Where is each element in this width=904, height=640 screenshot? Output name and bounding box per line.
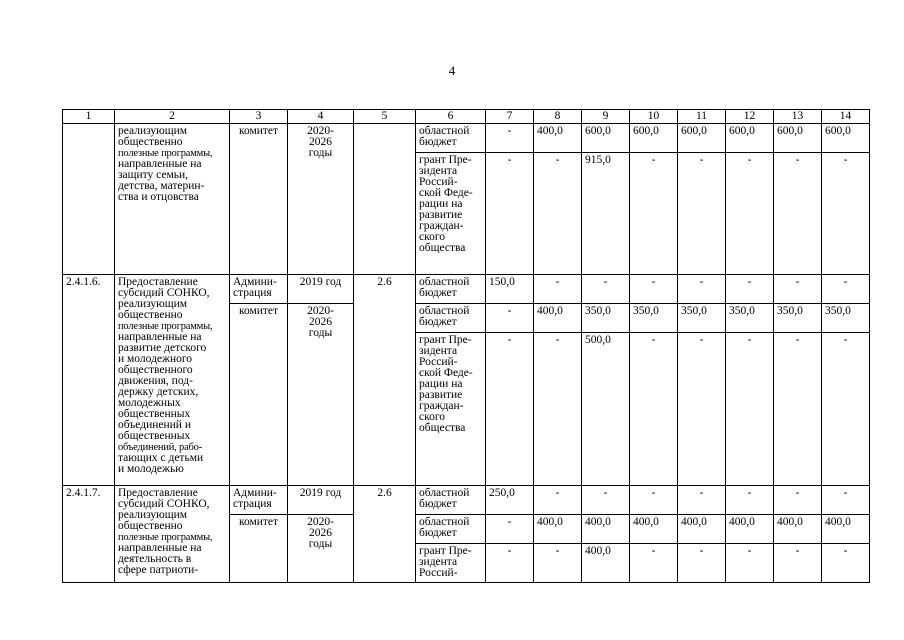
value-cell: 600,0 [822,124,870,153]
funding-source-line: зидента [419,345,458,357]
funding-source-line: областной [419,516,470,528]
value-cell: 400,0 [534,515,582,544]
value-cell: - [822,275,870,304]
funding-source-line: рации на [419,378,463,390]
value-cell: - [630,486,678,515]
executor-line: страция [233,287,272,299]
period-line: 2026 [309,527,332,539]
period-line: годы [308,147,333,159]
funding-source-line: грант Пре- [419,545,472,557]
value-cell: - [486,333,534,486]
funding-source-line: бюджет [419,287,457,299]
funding-source-line: бюджет [419,316,457,328]
value-cell: 600,0 [774,124,822,153]
item-description-line: общественно [118,520,183,532]
funding-source-line: Россий- [419,176,458,188]
value-cell: 400,0 [630,515,678,544]
item-number [63,124,115,275]
value-cell: 400,0 [582,544,630,583]
funding-source-line: ского [419,411,446,423]
funding-source [416,153,486,275]
item-description-line: сфере патриоти- [118,564,199,576]
funding-source-line: грант Пре- [419,334,472,346]
funding-source [416,124,486,153]
col-header: 14 [822,110,870,124]
page-number: 4 [448,63,456,78]
value-cell: - [726,333,774,486]
item-description-line: реализующим [118,298,188,310]
indicator-ref [354,124,416,275]
executor-line: Админи- [233,487,277,499]
funding-source-line: областной [419,487,470,499]
table-row [63,486,870,515]
funding-source-line: Россий- [419,567,458,579]
item-description-line: и молодежного [118,353,193,365]
value-cell: - [678,333,726,486]
item-description-line: общественно [118,136,183,148]
value-cell: 400,0 [534,304,582,333]
table-row [63,124,870,153]
table-row [63,275,870,304]
value-cell: - [486,153,534,275]
value-cell: 150,0 [486,275,534,304]
executor-line: Админи- [233,276,277,288]
funding-source-line: ской Феде- [419,367,473,379]
executor: комитет [230,515,288,583]
executor-line: страция [233,498,272,510]
period: 2019 год [288,275,354,304]
value-cell: - [486,515,534,544]
value-cell: - [726,275,774,304]
col-header: 6 [416,110,486,124]
funding-source-line: ской Феде- [419,187,473,199]
value-cell: 600,0 [582,124,630,153]
funding-source-line: зидента [419,556,458,568]
value-cell: 400,0 [774,515,822,544]
value-cell: 350,0 [630,304,678,333]
value-cell: 350,0 [582,304,630,333]
item-description-line: держку детских, [118,386,199,398]
item-description-line: тающих с детьми [118,452,204,464]
item-description-line: детства, материн- [118,180,205,192]
value-cell: - [534,275,582,304]
value-cell: - [774,486,822,515]
item-description-line: направленные на [118,542,202,554]
value-cell: 350,0 [822,304,870,333]
col-header: 9 [582,110,630,124]
item-description-line: молодежных [118,397,181,409]
item-description-line: общественных [118,430,191,442]
funding-source-line: Россий- [419,356,458,368]
funding-source-line: бюджет [419,136,457,148]
period-line: 2026 [309,136,332,148]
period-line: 2020- [307,125,334,137]
item-description-line: Предоставление [118,276,198,288]
value-cell: 600,0 [678,124,726,153]
value-cell: - [534,333,582,486]
period [288,515,354,583]
item-description-line: объединений, рабо- [118,442,203,453]
value-cell: - [486,544,534,583]
item-description [115,275,230,486]
item-description [115,486,230,583]
value-cell: - [678,275,726,304]
col-header: 13 [774,110,822,124]
funding-source-line: областной [419,276,470,288]
value-cell: - [534,486,582,515]
funding-source-line: бюджет [419,498,457,510]
value-cell: - [774,275,822,304]
item-number: 2.4.1.7. [63,486,115,583]
executor: комитет [230,124,288,275]
value-cell: - [630,333,678,486]
value-cell: 400,0 [678,515,726,544]
period-line: 2020- [307,516,334,528]
item-description-line: Предоставление [118,487,198,499]
funding-source-line: бюджет [419,527,457,539]
item-description-line: и молодежью [118,463,184,475]
item-number: 2.4.1.6. [63,275,115,486]
value-cell: 915,0 [582,153,630,275]
item-description-line: объединений и [118,419,191,431]
executor [230,486,288,515]
indicator-ref: 2.6 [354,275,416,486]
funding-source [416,515,486,544]
indicator-ref: 2.6 [354,486,416,583]
item-description-line: направленные на [118,158,202,170]
value-cell: - [678,153,726,275]
value-cell: 600,0 [726,124,774,153]
value-cell: - [486,124,534,153]
period-line: 2026 [309,316,332,328]
executor: комитет [230,304,288,486]
value-cell: - [774,333,822,486]
funding-source-line: общества [419,422,466,434]
value-cell: - [678,544,726,583]
item-description-line: полезные программы, [118,321,213,332]
value-cell: - [774,153,822,275]
header-row [63,110,870,124]
value-cell: 400,0 [822,515,870,544]
item-description-line: субсидий СОНКО, [118,498,210,510]
value-cell: - [582,275,630,304]
col-header: 4 [288,110,354,124]
value-cell: - [726,153,774,275]
col-header: 2 [115,110,230,124]
value-cell: - [486,304,534,333]
item-description-line: движения, под- [118,375,193,387]
period-line: 2020- [307,305,334,317]
funding-source-line: зидента [419,165,458,177]
item-description-line: защиту семьи, [118,169,189,181]
funding-source-line: ского [419,231,446,243]
value-cell: - [630,275,678,304]
value-cell: - [822,333,870,486]
program-table [62,109,870,583]
item-description-line: полезные программы, [118,148,213,159]
item-description-line: деятельность в [118,553,192,565]
period: 2019 год [288,486,354,515]
col-header: 11 [678,110,726,124]
value-cell: - [582,486,630,515]
value-cell: - [822,544,870,583]
funding-source-line: граждан- [419,220,464,232]
col-header: 10 [630,110,678,124]
value-cell: 350,0 [678,304,726,333]
item-description [115,124,230,275]
col-header: 8 [534,110,582,124]
value-cell: 500,0 [582,333,630,486]
funding-source-line: областной [419,305,470,317]
value-cell: 400,0 [726,515,774,544]
period [288,304,354,486]
period [288,124,354,275]
funding-source-line: областной [419,125,470,137]
item-description-line: реализующим [118,125,188,137]
funding-source [416,333,486,486]
value-cell: - [822,486,870,515]
col-header: 1 [63,110,115,124]
item-description-line: развитие детского [118,342,207,354]
period-line: годы [308,327,333,339]
value-cell: 600,0 [630,124,678,153]
value-cell: 250,0 [486,486,534,515]
value-cell: - [630,153,678,275]
funding-source [416,304,486,333]
item-description-line: полезные программы, [118,532,213,543]
value-cell: - [774,544,822,583]
item-description-line: общественного [118,364,193,376]
value-cell: 400,0 [582,515,630,544]
value-cell: - [822,153,870,275]
item-description-line: общественных [118,408,191,420]
col-header: 12 [726,110,774,124]
value-cell: 400,0 [534,124,582,153]
col-header: 5 [354,110,416,124]
value-cell: 350,0 [774,304,822,333]
item-description-line: субсидий СОНКО, [118,287,210,299]
funding-source [416,275,486,304]
value-cell: - [534,153,582,275]
funding-source-line: общества [419,242,466,254]
value-cell: - [726,486,774,515]
funding-source-line: грант Пре- [419,154,472,166]
value-cell: - [726,544,774,583]
value-cell: - [630,544,678,583]
item-description-line: общественно [118,309,183,321]
funding-source-line: развитие [419,389,463,401]
col-header: 7 [486,110,534,124]
funding-source-line: развитие [419,209,463,221]
col-header: 3 [230,110,288,124]
value-cell: 350,0 [726,304,774,333]
item-description-line: направленные на [118,331,202,343]
funding-source-line: рации на [419,198,463,210]
value-cell: - [678,486,726,515]
executor [230,275,288,304]
funding-source [416,544,486,583]
funding-source-line: граждан- [419,400,464,412]
funding-source [416,486,486,515]
item-description-line: реализующим [118,509,188,521]
value-cell: - [534,544,582,583]
item-description-line: ства и отцовства [118,191,199,203]
period-line: годы [308,538,333,550]
